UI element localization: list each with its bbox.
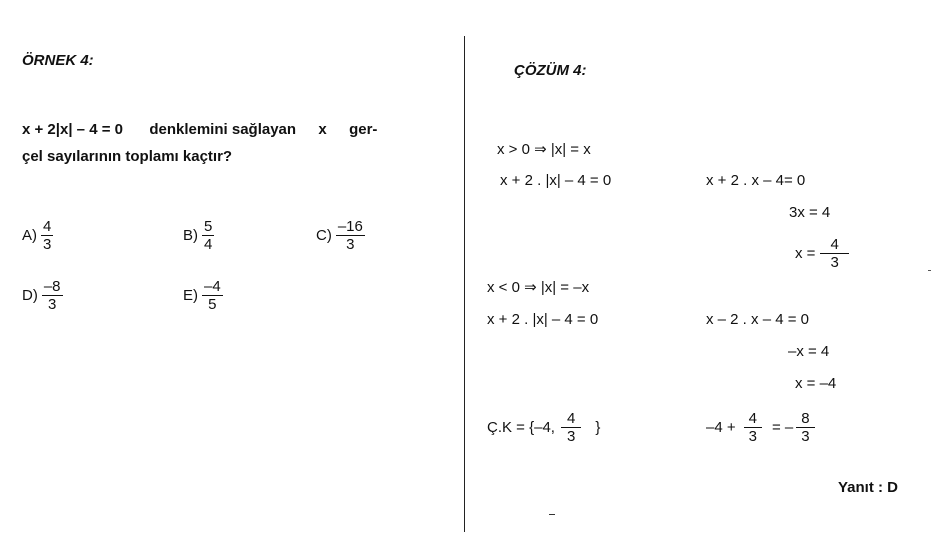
sum-numerator-1: 4 — [744, 410, 762, 428]
option-a-numerator: 4 — [43, 218, 52, 235]
option-a — [22, 218, 53, 254]
stray-mark — [549, 514, 555, 515]
case2-right-step2: –x = 4 — [788, 343, 830, 360]
case1-condition: x > 0 ⇒ |x| = x — [497, 141, 591, 158]
sum-denominator-2: 3 — [801, 428, 810, 446]
option-c-numerator: –16 — [337, 218, 363, 235]
case1-result-fraction — [820, 236, 848, 272]
sum-fraction-1 — [744, 410, 762, 446]
option-b-denominator: 4 — [204, 236, 213, 254]
option-d-denominator: 3 — [48, 296, 57, 314]
option-c-fraction — [336, 218, 365, 254]
case1-result-prefix: x = — [795, 245, 816, 263]
case2-left-equation: x + 2 . |x| – 4 = 0 — [487, 311, 599, 328]
option-b — [183, 218, 214, 254]
option-b-label: B) — [183, 227, 198, 245]
option-e-numerator: –4 — [204, 278, 221, 295]
sum-numerator-2: 8 — [796, 410, 814, 428]
stray-dot — [928, 270, 931, 271]
case1-right-step1: x + 2 . x – 4= 0 — [706, 172, 806, 189]
case2-right-step3: x = –4 — [795, 375, 837, 392]
example-title: ÖRNEK 4: — [22, 52, 94, 69]
sum-prefix: –4 + — [706, 419, 736, 437]
case1-result-numerator: 4 — [820, 236, 848, 254]
question-line-1 — [22, 121, 377, 138]
case2-condition: x < 0 ⇒ |x| = –x — [487, 279, 590, 296]
option-e-fraction — [202, 278, 223, 314]
case1-right-step3 — [795, 236, 849, 272]
case1-left-equation: x + 2 . |x| – 4 = 0 — [500, 172, 612, 189]
sum-fraction-2 — [796, 410, 814, 446]
answer-label: Yanıt : D — [838, 479, 899, 496]
option-a-denominator: 3 — [43, 236, 52, 254]
option-e — [183, 278, 223, 314]
option-d-fraction — [42, 278, 63, 314]
option-d-numerator: –8 — [43, 278, 61, 295]
question-equation: x + 2|x| – 4 = 0 — [22, 121, 123, 138]
solution-title: ÇÖZÜM 4: — [514, 62, 587, 79]
sum-denominator-1: 3 — [748, 428, 757, 446]
solution-set-fraction — [561, 410, 581, 446]
option-b-numerator: 5 — [204, 218, 213, 235]
solution-set — [487, 410, 600, 446]
solution-set-suffix: } — [595, 419, 601, 437]
option-e-denominator: 5 — [208, 296, 217, 314]
sum-equals: = – — [771, 419, 794, 437]
solution-set-numerator: 4 — [561, 410, 581, 428]
option-d-label: D) — [22, 287, 38, 305]
case1-result-denominator: 3 — [830, 254, 839, 272]
option-a-label: A) — [22, 227, 37, 245]
sum-calculation — [706, 410, 815, 446]
column-divider — [464, 36, 465, 532]
option-c-label: C) — [316, 227, 332, 245]
case2-right-step1: x – 2 . x – 4 = 0 — [706, 311, 809, 328]
option-c — [316, 218, 365, 254]
question-line-2: çel sayılarının toplamı kaçtır? — [22, 148, 233, 165]
question-variable: x — [318, 121, 327, 138]
option-c-denominator: 3 — [346, 236, 355, 254]
question-text: denklemini sağlayan — [149, 121, 297, 138]
case1-right-step2: 3x = 4 — [789, 204, 831, 221]
solution-set-prefix: Ç.K = {–4, — [487, 419, 555, 437]
option-b-fraction — [202, 218, 214, 254]
question-hyphen-end: ger- — [349, 121, 378, 138]
option-e-label: E) — [183, 287, 198, 305]
option-a-fraction — [41, 218, 53, 254]
solution-set-denominator: 3 — [566, 428, 576, 446]
option-d — [22, 278, 63, 314]
